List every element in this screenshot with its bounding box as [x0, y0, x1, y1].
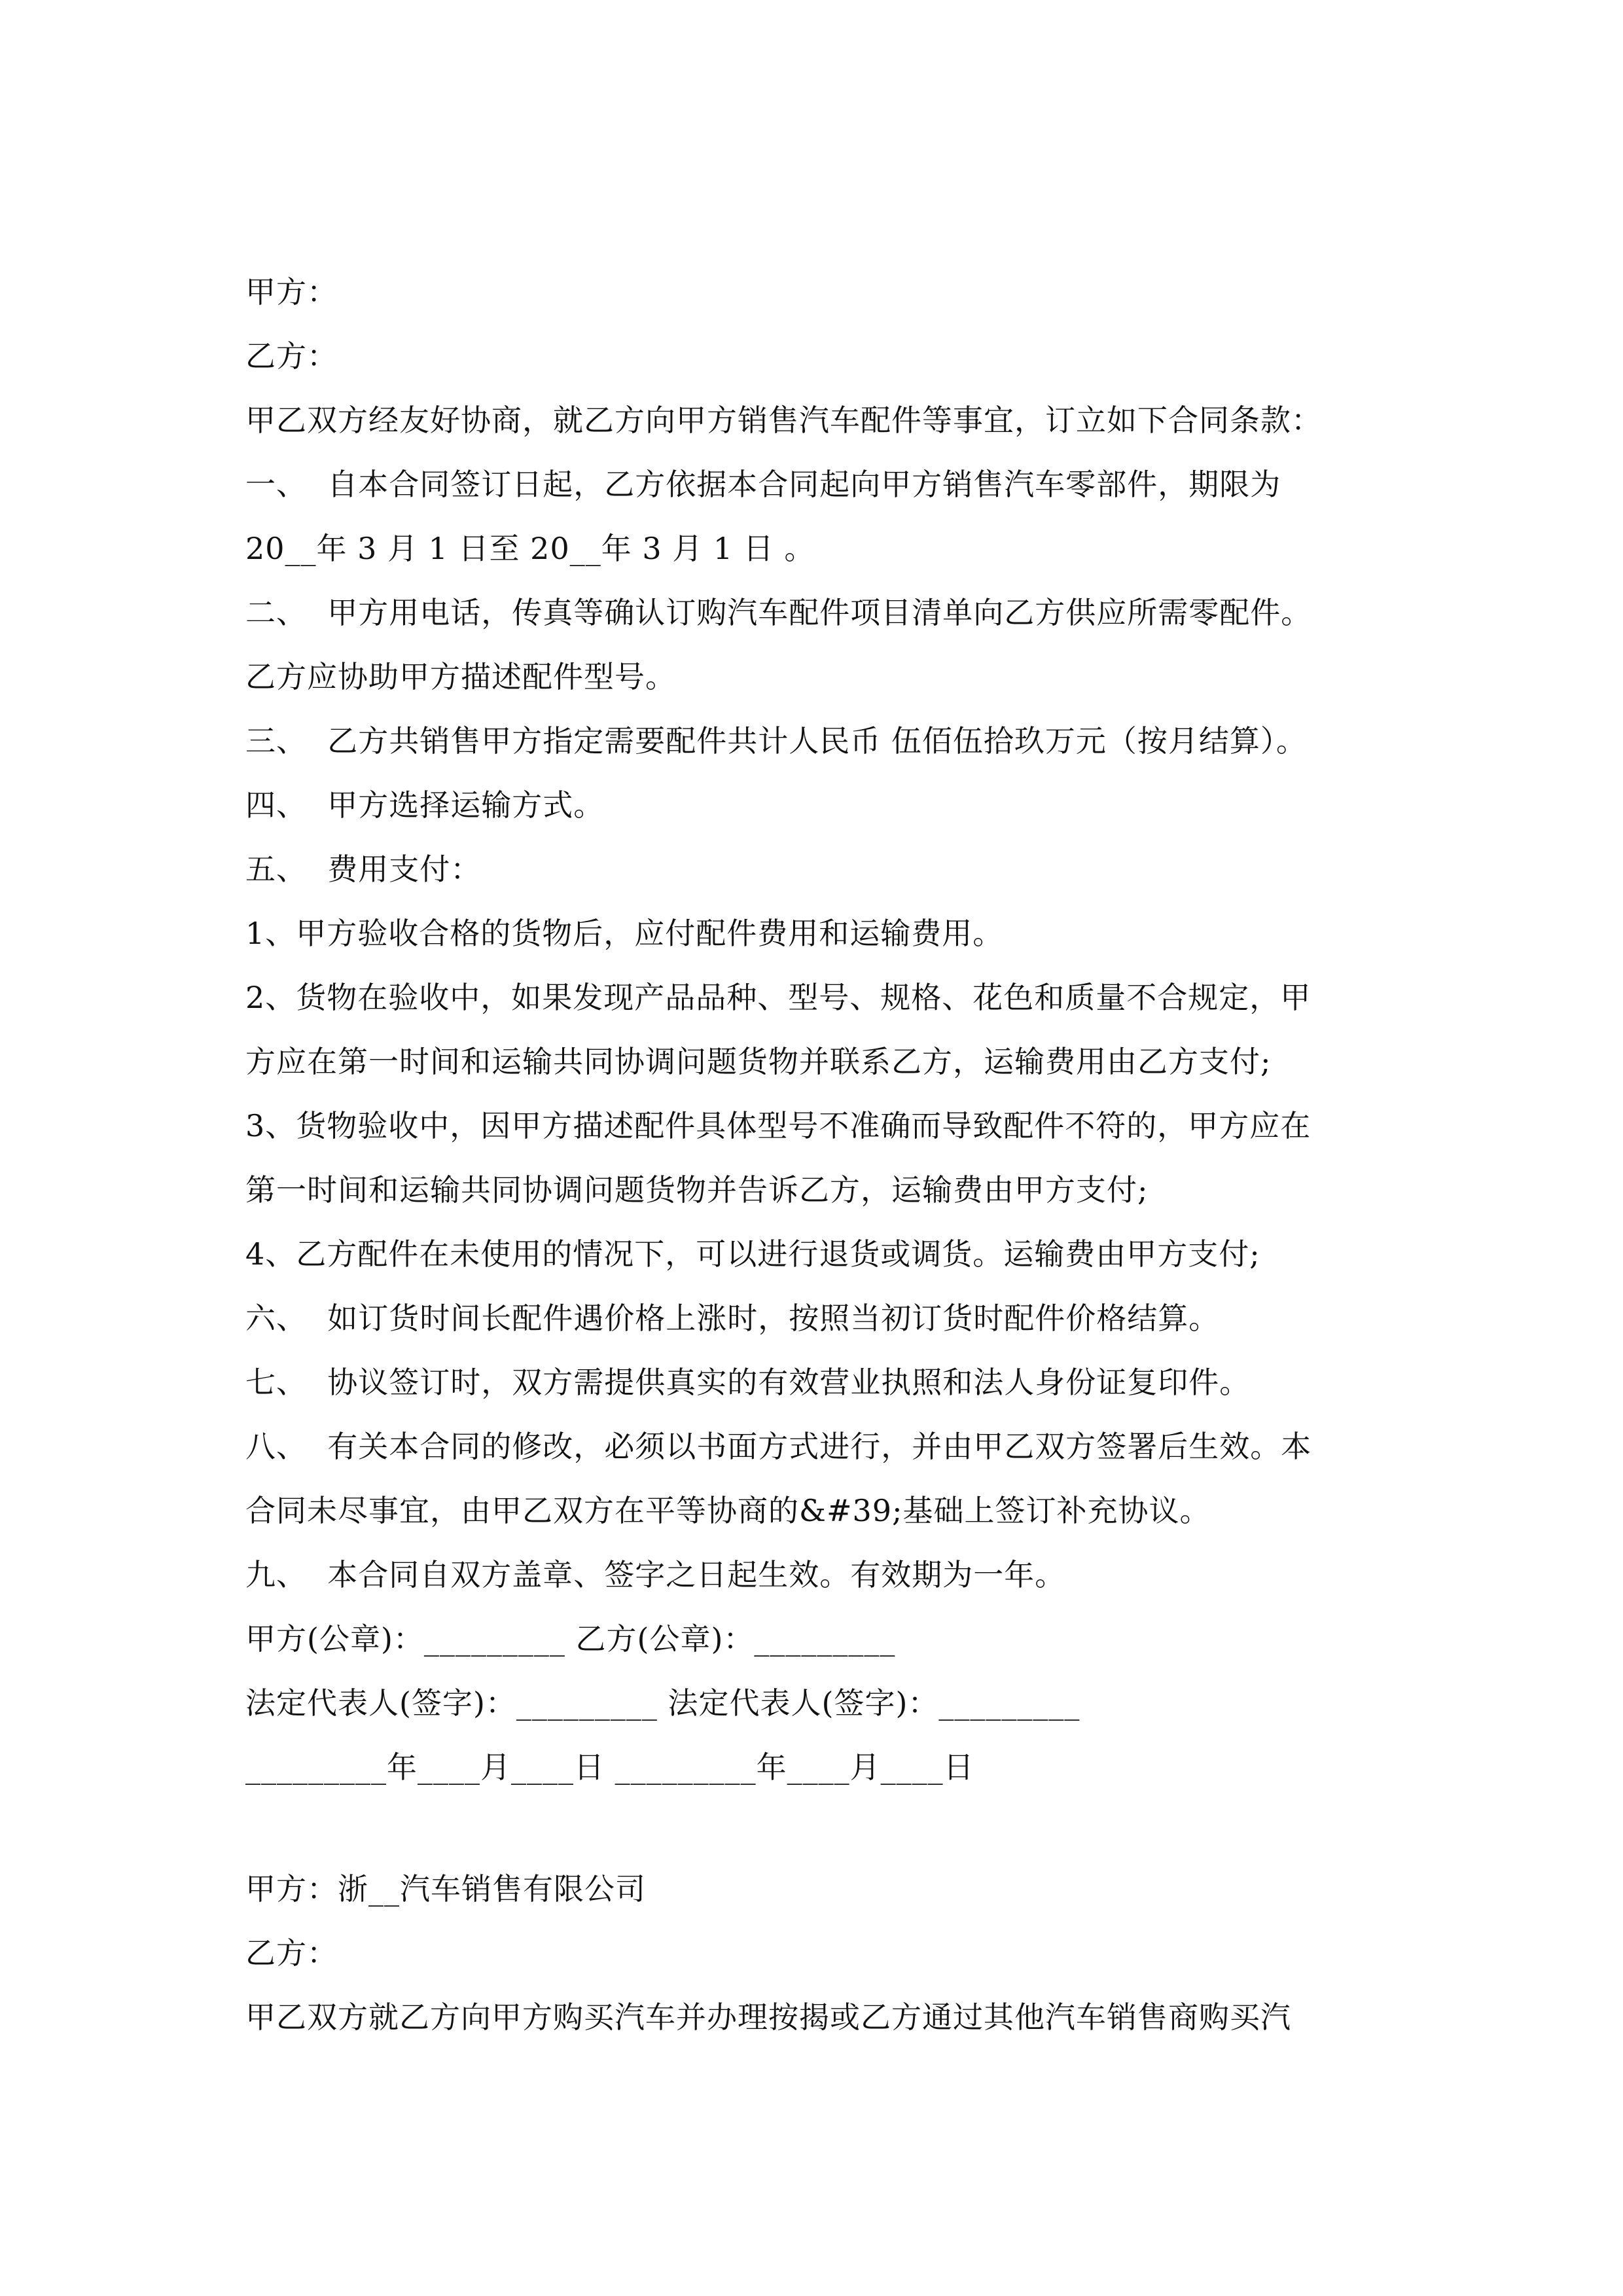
- clause-9: 九、 本合同自双方盖章、签字之日起生效。有效期为一年。: [245, 1557, 1066, 1592]
- clause-7: 七、 协议签订时，双方需提供真实的有效营业执照和法人身份证复印件。: [245, 1365, 1251, 1400]
- party-b-label: 乙方：: [245, 338, 338, 374]
- clause-3: 三、 乙方共销售甲方指定需要配件共计人民币 伍佰伍拾玖万元（按月结算）。: [245, 723, 1307, 759]
- clause-1-line-2: 20__年 3 月 1 日至 20__年 3 月 1 日 。: [245, 531, 815, 566]
- clause-1-line-1: 一、 自本合同签订日起，乙方依据本合同起向甲方销售汽车零部件，期限为: [245, 467, 1281, 502]
- date-line: _________年____月____日 _________年____月____日: [245, 1749, 974, 1785]
- clause-5-item-2-line-1: 2、货物在验收中，如果发现产品品种、型号、规格、花色和质量不合规定，甲: [245, 980, 1311, 1015]
- clause-6: 六、 如订货时间长配件遇价格上涨时，按照当初订货时配件价格结算。: [245, 1300, 1220, 1336]
- second-contract-intro: 甲乙双方就乙方向甲方购买汽车并办理按揭或乙方通过其他汽车销售商购买汽: [245, 2000, 1291, 2035]
- clause-2-line-2: 乙方应协助甲方描述配件型号。: [245, 659, 676, 694]
- clause-5-heading: 五、 费用支付：: [245, 852, 482, 887]
- intro-paragraph: 甲乙双方经友好协商，就乙方向甲方销售汽车配件等事宜，订立如下合同条款：: [245, 403, 1322, 438]
- clause-5-item-4: 4、乙方配件在未使用的情况下，可以进行退货或调货。运输费由甲方支付;: [245, 1236, 1260, 1272]
- clause-8-line-1: 八、 有关本合同的修改，必须以书面方式进行，并由甲乙双方签署后生效。本: [245, 1429, 1312, 1464]
- clause-5-item-3-line-2: 第一时间和运输共同协调问题货物并告诉乙方，运输费由甲方支付;: [245, 1172, 1149, 1208]
- party-a-label: 甲方：: [245, 274, 338, 310]
- clause-5-item-3-line-1: 3、货物验收中，因甲方描述配件具体型号不准确而导致配件不符的，甲方应在: [245, 1108, 1311, 1143]
- clause-5-item-1: 1、甲方验收合格的货物后，应付配件费用和运输费用。: [245, 916, 1004, 951]
- clause-8-line-2: 合同未尽事宜，由甲乙双方在平等协商的&#39;基础上签订补充协议。: [245, 1493, 1211, 1528]
- clause-5-item-2-line-2: 方应在第一时间和运输共同协调问题货物并联系乙方，运输费用由乙方支付;: [245, 1044, 1272, 1079]
- signature-line: 法定代表人(签字)：_________ 法定代表人(签字)：_________: [245, 1685, 1080, 1721]
- second-contract-party-b: 乙方：: [245, 1935, 338, 1971]
- clause-2-line-1: 二、 甲方用电话，传真等确认订购汽车配件项目清单向乙方供应所需零配件。: [245, 595, 1312, 630]
- clause-4: 四、 甲方选择运输方式。: [245, 787, 605, 823]
- seal-line: 甲方(公章)：_________ 乙方(公章)：_________: [245, 1621, 896, 1657]
- second-contract-party-a: 甲方：浙__汽车销售有限公司: [245, 1871, 646, 1907]
